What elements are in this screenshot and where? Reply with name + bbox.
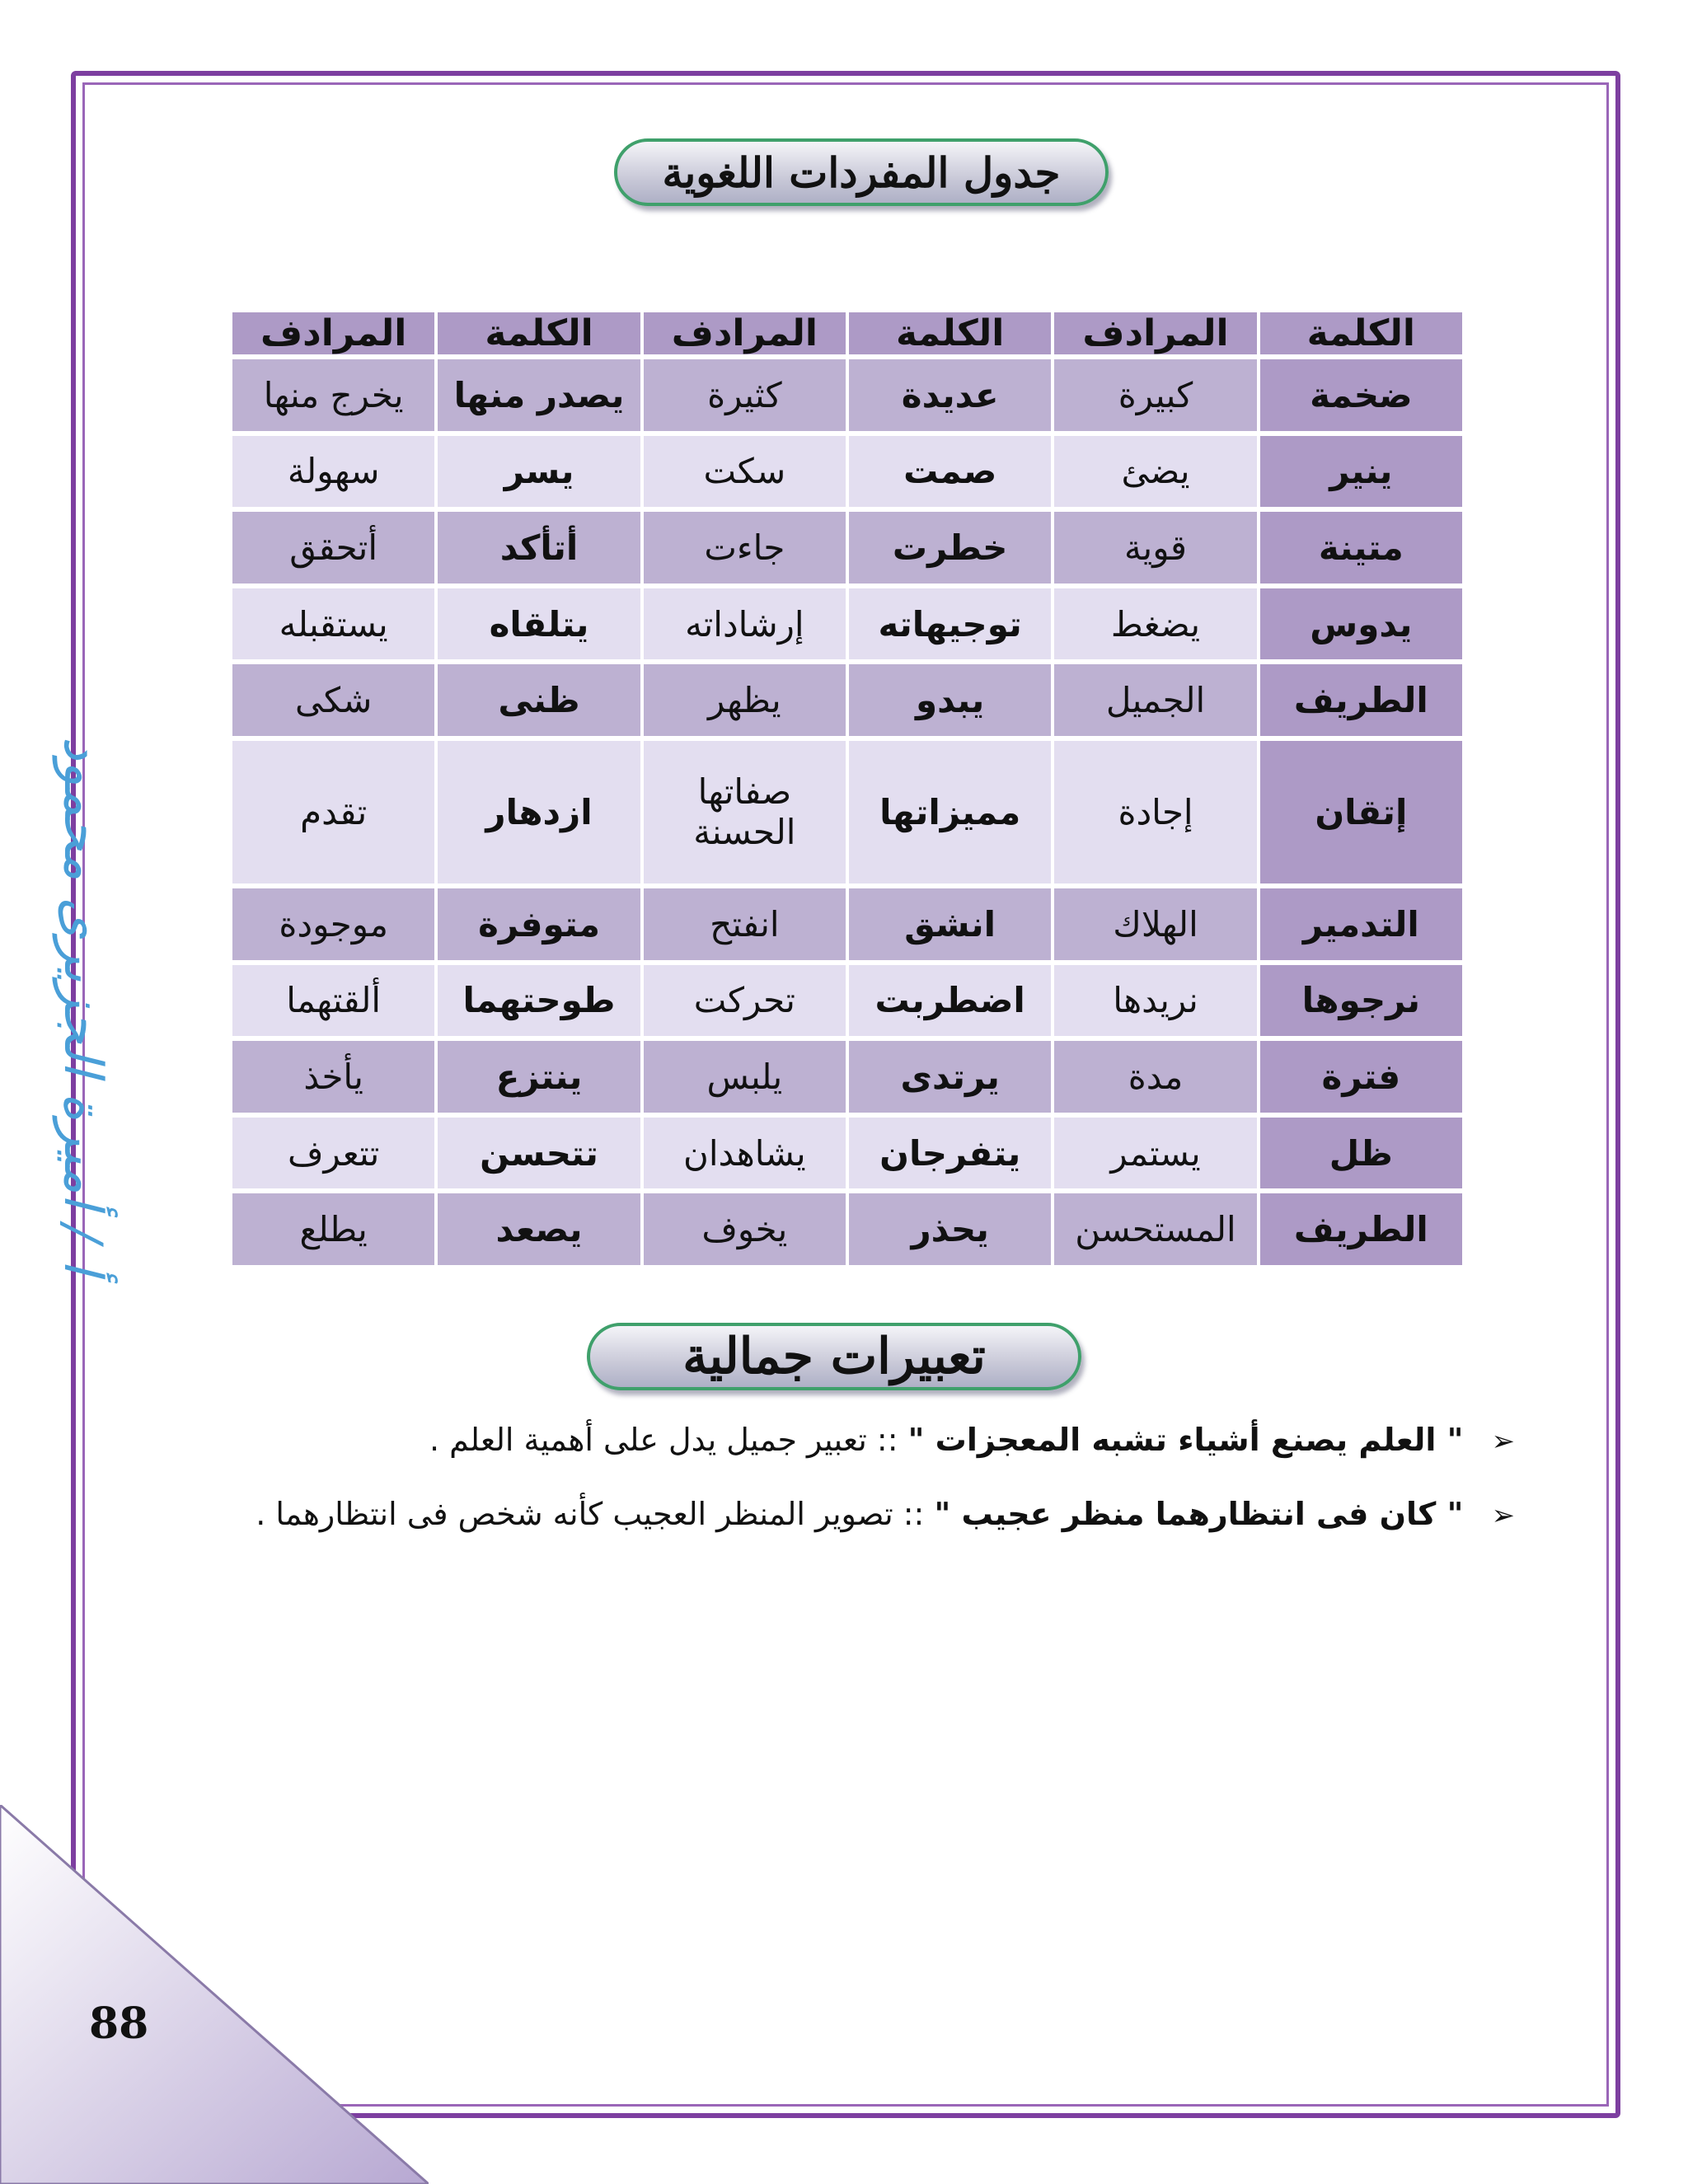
- word-cell: توجيهاته: [849, 588, 1051, 660]
- table-row: [232, 1041, 1462, 1113]
- synonym-cell: تقدم: [232, 741, 434, 883]
- synonym-cell: شكى: [232, 664, 434, 736]
- synonym-cell: المستحسن: [1054, 1193, 1256, 1265]
- word-cell: انشق: [849, 888, 1051, 960]
- table-header-cell: الكلمة: [1260, 312, 1462, 354]
- word-cell: أتأكد: [438, 512, 640, 583]
- page-title: [614, 138, 1109, 206]
- word-cell: يدوس: [1260, 588, 1462, 660]
- word-cell: فترة: [1260, 1041, 1462, 1113]
- word-cell: ضخمة: [1260, 359, 1462, 431]
- word-cell: يبدو: [849, 664, 1051, 736]
- synonym-cell: يضغط: [1054, 588, 1256, 660]
- word-cell: يصعد: [438, 1193, 640, 1265]
- synonym-cell: صفاتها الحسنة: [644, 741, 846, 883]
- word-cell: الطريف: [1260, 664, 1462, 736]
- word-cell: عديدة: [849, 359, 1051, 431]
- word-cell: نرجوها: [1260, 965, 1462, 1037]
- synonym-cell: تتعرف: [232, 1118, 434, 1189]
- word-cell: ظل: [1260, 1118, 1462, 1189]
- page-number: 88: [89, 1999, 149, 2049]
- synonym-cell: جاءت: [644, 512, 846, 583]
- table-header-cell: المرادف: [644, 312, 846, 354]
- table-row: [232, 436, 1462, 508]
- word-cell: ينير: [1260, 436, 1462, 508]
- synonym-cell: يأخذ: [232, 1041, 434, 1113]
- table-row: [232, 1193, 1462, 1265]
- word-cell: يصدر منها: [438, 359, 640, 431]
- table-row: [232, 359, 1462, 431]
- word-cell: متينة: [1260, 512, 1462, 583]
- expression-explanation: :: تعبير جميل يدل على أهمية العلم .: [429, 1422, 898, 1458]
- expression-quote: " كان فى انتظارهما منظر عجيب ": [934, 1496, 1464, 1532]
- synonym-cell: موجودة: [232, 888, 434, 960]
- arrow-bullet-icon: ➢: [1491, 1425, 1515, 1458]
- corner-decoration: [0, 1805, 429, 2184]
- word-cell: إتقان: [1260, 741, 1462, 883]
- synonym-cell: سهولة: [232, 436, 434, 508]
- synonym-cell: كثيرة: [644, 359, 846, 431]
- table-header-cell: الكلمة: [438, 312, 640, 354]
- table-row: [232, 512, 1462, 583]
- page-title-text: جدول المفردات اللغوية: [662, 148, 1061, 197]
- word-cell: التدمير: [1260, 888, 1462, 960]
- expression-item: [256, 1496, 1515, 1532]
- author-signature-text: أ / أميرة الجزيرى محمود: [52, 736, 113, 1275]
- word-cell: ينتزع: [438, 1041, 640, 1113]
- word-cell: يتفرجان: [849, 1118, 1051, 1189]
- word-cell: يحذر: [849, 1193, 1051, 1265]
- synonym-cell: يلبس: [644, 1041, 846, 1113]
- word-cell: ظنى: [438, 664, 640, 736]
- table-row: [232, 664, 1462, 736]
- synonym-cell: يستمر: [1054, 1118, 1256, 1189]
- table-row: [232, 1118, 1462, 1189]
- section-title: [587, 1323, 1081, 1390]
- table-header-cell: المرادف: [232, 312, 434, 354]
- word-cell: تتحسن: [438, 1118, 640, 1189]
- table-header-row: [232, 312, 1462, 354]
- synonym-cell: كبيرة: [1054, 359, 1256, 431]
- synonym-cell: إرشاداته: [644, 588, 846, 660]
- word-cell: طوحتهما: [438, 965, 640, 1037]
- synonym-cell: ألقتهما: [232, 965, 434, 1037]
- word-cell: صمت: [849, 436, 1051, 508]
- synonym-cell: نريدها: [1054, 965, 1256, 1037]
- synonym-cell: يظهر: [644, 664, 846, 736]
- synonym-cell: الجميل: [1054, 664, 1256, 736]
- table-header-cell: الكلمة: [849, 312, 1051, 354]
- synonym-cell: يطلع: [232, 1193, 434, 1265]
- synonym-cell: يضئ: [1054, 436, 1256, 508]
- table-header-cell: المرادف: [1054, 312, 1256, 354]
- synonym-cell: يخرج منها: [232, 359, 434, 431]
- word-cell: ازدهار: [438, 741, 640, 883]
- author-signature: [49, 717, 115, 1294]
- table-body: [232, 359, 1462, 1265]
- synonym-cell: الهلاك: [1054, 888, 1256, 960]
- synonym-cell: يستقبله: [232, 588, 434, 660]
- synonym-cell: إجادة: [1054, 741, 1256, 883]
- synonym-cell: مدة: [1054, 1041, 1256, 1113]
- word-cell: يسر: [438, 436, 640, 508]
- synonym-cell: أتحقق: [232, 512, 434, 583]
- synonym-cell: تحركت: [644, 965, 846, 1037]
- table-row: [232, 588, 1462, 660]
- synonym-cell: يخوف: [644, 1193, 846, 1265]
- expression-item: [429, 1422, 1515, 1458]
- vocabulary-table: [229, 307, 1465, 1270]
- table-row: [232, 965, 1462, 1037]
- word-cell: يتلقاه: [438, 588, 640, 660]
- word-cell: متوفرة: [438, 888, 640, 960]
- section-title-text: تعبيرات جمالية: [682, 1328, 986, 1385]
- expression-quote: " العلم يصنع أشياء تشبه المعجزات ": [907, 1422, 1464, 1458]
- synonym-cell: سكت: [644, 436, 846, 508]
- word-cell: يرتدى: [849, 1041, 1051, 1113]
- arrow-bullet-icon: ➢: [1491, 1499, 1515, 1532]
- synonym-cell: قوية: [1054, 512, 1256, 583]
- word-cell: الطريف: [1260, 1193, 1462, 1265]
- table-row: [232, 741, 1462, 883]
- table-row: [232, 888, 1462, 960]
- expression-explanation: :: تصوير المنظر العجيب كأنه شخص فى انتظارهما .: [256, 1496, 925, 1532]
- word-cell: مميزاتها: [849, 741, 1051, 883]
- synonym-cell: يشاهدان: [644, 1118, 846, 1189]
- word-cell: اضطربت: [849, 965, 1051, 1037]
- synonym-cell: انفتح: [644, 888, 846, 960]
- word-cell: خطرت: [849, 512, 1051, 583]
